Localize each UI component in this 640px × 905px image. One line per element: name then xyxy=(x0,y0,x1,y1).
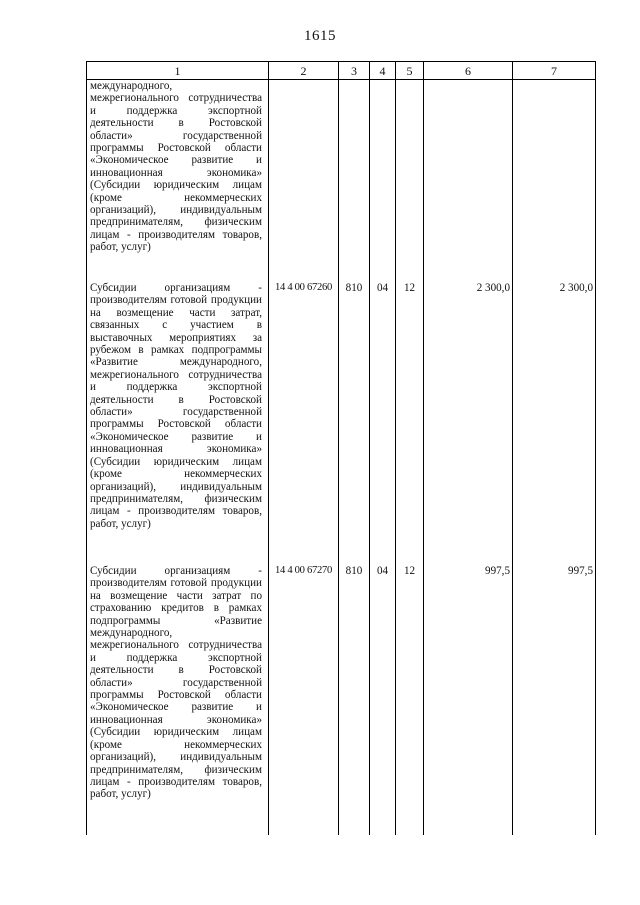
page-number: 1615 xyxy=(304,28,336,44)
budget-table xyxy=(86,61,596,835)
table-row xyxy=(87,558,596,835)
row-description: Субсидии организациям - производителям готовой продукции на возмещение части затрат, связанных с участием в выставочных мероприятиях за рубежом в рамках подпрограммы «Развитие международного, межрегионального сотрудничества и поддержка экспортной деятельности в Ростовской области» государственной программы Ростовской области «Экономическое развитие и инновационная экономика» (Субсидии юридическим лицам (кроме некоммерческих организаций), индивидуальным предпринимателям, физическим лицам - производителям товаров, работ, услуг) xyxy=(87,275,269,558)
table-row xyxy=(87,275,596,558)
target-article-code xyxy=(269,80,339,276)
column-header: 3 xyxy=(339,62,370,80)
amount-col6: 2 300,0 xyxy=(424,275,513,558)
target-article-code: 14 4 00 67270 xyxy=(269,558,339,835)
column-number-row xyxy=(87,62,596,80)
column-header: 1 xyxy=(87,62,269,80)
subsection-code xyxy=(396,80,424,276)
row-description: Субсидии организациям - производителям готовой продукции на возмещение части затрат по страхованию кредитов в рамках подпрограммы «Развитие международного, межрегионального сотрудничества и поддержка экспортной деятельности в Ростовской области» государственной программы Ростовской области «Экономическое развитие и инновационная экономика» (Субсидии юридическим лицам (кроме некоммерческих организаций), индивидуальным предпринимателям, физическим лицам - производителям товаров, работ, услуг) xyxy=(87,558,269,835)
amount-col7: 997,5 xyxy=(513,558,596,835)
amount-col7: 2 300,0 xyxy=(513,275,596,558)
expense-type-code: 810 xyxy=(339,558,370,835)
column-header: 4 xyxy=(370,62,396,80)
amount-col7 xyxy=(513,80,596,276)
section-code xyxy=(370,80,396,276)
target-article-code: 14 4 00 67260 xyxy=(269,275,339,558)
table-row xyxy=(87,80,596,276)
column-header: 7 xyxy=(513,62,596,80)
amount-col6: 997,5 xyxy=(424,558,513,835)
column-header: 2 xyxy=(269,62,339,80)
subsection-code: 12 xyxy=(396,558,424,835)
expense-type-code xyxy=(339,80,370,276)
section-code: 04 xyxy=(370,275,396,558)
column-header: 5 xyxy=(396,62,424,80)
row-description: международного, межрегионального сотрудничества и поддержка экспортной деятельности в Ростовской области» государственной программы Ростовской области «Экономическое развитие и инновационная экономика» (Субсидии юридическим лицам (кроме некоммерческих организаций), индивидуальным предпринимателям, физическим лицам - производителям товаров, работ, услуг) xyxy=(87,80,269,276)
subsection-code: 12 xyxy=(396,275,424,558)
section-code: 04 xyxy=(370,558,396,835)
amount-col6 xyxy=(424,80,513,276)
expense-type-code: 810 xyxy=(339,275,370,558)
column-header: 6 xyxy=(424,62,513,80)
